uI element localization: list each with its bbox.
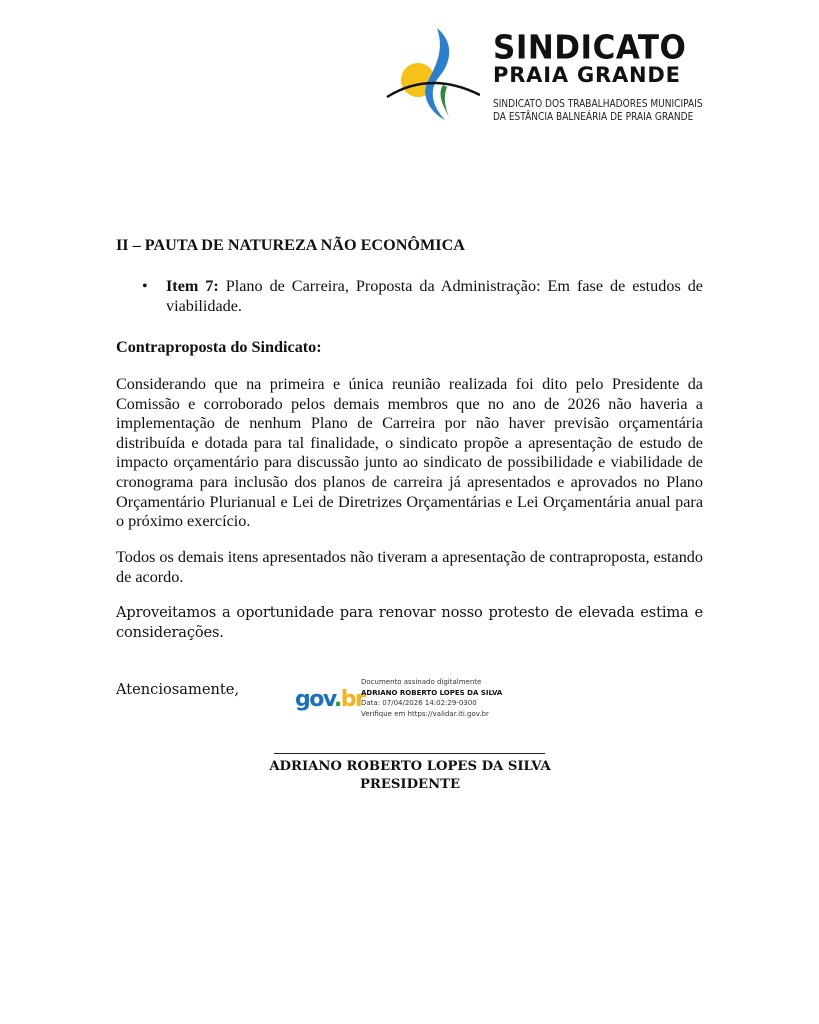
signer-name: ADRIANO ROBERTO LOPES DA SILVA — [269, 759, 551, 774]
signature-line — [274, 753, 545, 754]
stamp-verify-link: Verifique em https://validar.iti.gov.br — [361, 709, 489, 718]
bullet-icon: • — [142, 277, 148, 295]
closing-salutation: Atenciosamente, — [116, 681, 240, 698]
govbr-logo: gov.br — [295, 687, 365, 712]
paragraph-3: Aproveitamos a oportunidade para renovar nosso protesto de elevada estima e considerações. — [116, 604, 703, 641]
paragraph-1: Considerando que na primeira e única reunião realizada foi dito pelo Presidente da Comissão e corroborado pelos demais membros que no ano de 2026 não haveria a implementação de nenhum Plano de Carreira por não haver previsão orçamentária distribuída e dotada para tal finalidade, o sindicato propõe a apresentação de estudo de impacto orçamentário para discussão junto ao sindicato de possibilidade e viabilidade de cronograma para inclusão dos planos de carreira já apresentados e aprovados no Plano Orçamentário Plurianual e Lei de Diretrizes Orçamentárias e Lei Orçamentária anual para o próximo exercício. — [116, 375, 703, 531]
paragraph-2: Todos os demais itens apresentados não tiveram a apresentação de contraproposta, estando de acordo. — [116, 548, 703, 586]
counterproposal-heading: Contraproposta do Sindicato: — [116, 338, 322, 356]
logo-title: SINDICATO — [493, 29, 687, 67]
union-logo — [385, 25, 715, 125]
stamp-date: Data: 07/04/2026 14:02:29-0300 — [361, 699, 477, 707]
section-heading: II – PAUTA DE NATUREZA NÃO ECONÔMICA — [116, 236, 465, 254]
logo-tagline-1: SINDICATO DOS TRABALHADORES MUNICIPAIS — [493, 98, 703, 110]
list-item — [116, 277, 703, 316]
leaf-icon — [441, 85, 449, 117]
digital-signature-stamp — [295, 677, 525, 727]
logo-tagline-2: DA ESTÂNCIA BALNEÁRIA DE PRAIA GRANDE — [493, 111, 694, 123]
logo-tagline — [493, 98, 703, 124]
stamp-signer: ADRIANO ROBERTO LOPES DA SILVA — [361, 688, 503, 697]
signer-role: PRESIDENTE — [359, 777, 461, 792]
item-text: Plano de Carreira, Proposta da Administração: Em fase de estudos de viabilidade. — [166, 277, 703, 315]
logo-subtitle: PRAIA GRANDE — [493, 63, 681, 87]
item-label: Item 7: — [166, 277, 219, 295]
stamp-title: Documento assinado digitalmente — [361, 678, 482, 686]
logo-emblem-icon — [385, 25, 480, 125]
